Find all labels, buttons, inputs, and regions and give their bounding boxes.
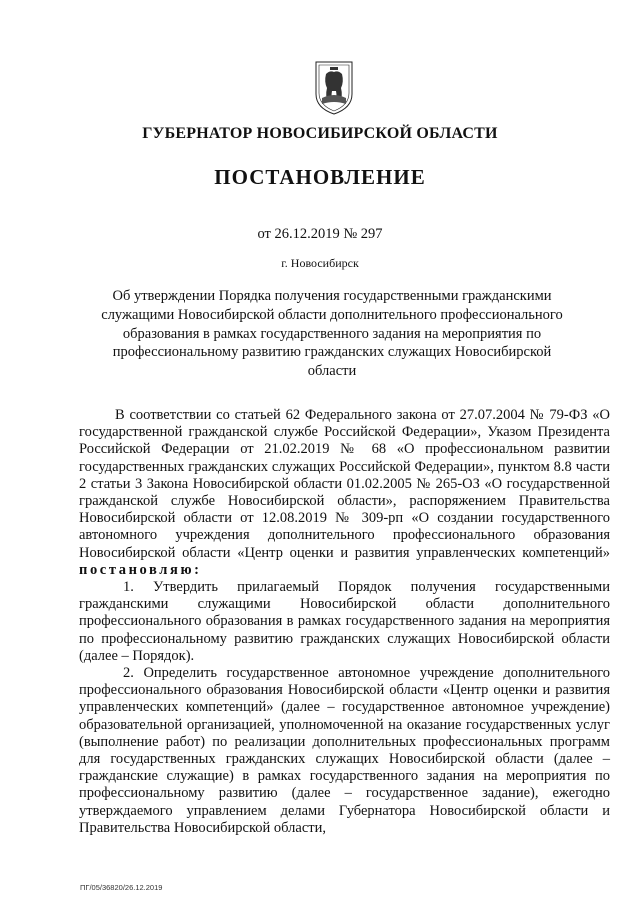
item-2-paragraph: 2. Определить государственное автономное учреждение дополнительного профессионального образования Новосибирской области «Центр оценки и развития управленческих компетенций» (далее – государственное автономное учреждение) образовательной организацией, уполномоченной на оказание государственных услуг (выполнение работ) по реализации дополнительных профессиональных программ для государственных гражданских служащих Новосибирской области (далее – гражданские служащие) в рамках государственного задания на мероприятия по профессиональному развитию (далее – государственное задание), ежегодно утверждаемого управлением делами Губернатора Новосибирской области и Правительства Новосибирской области, [79,665,610,836]
document-code: ПГ/05/36820/26.12.2019 [80,883,163,892]
item-1-paragraph: 1. Утвердить прилагаемый Порядок получения государственными гражданскими служащими Новосибирской области дополнительного профессионального образования в рамках государственного задания на мероприятия по профессиональному развитию гражданских служащих Новосибирской области (далее – Порядок). [79,579,610,664]
preamble-paragraph [79,407,610,579]
issuing-authority: ГУБЕРНАТОР НОВОСИБИРСКОЙ ОБЛАСТИ [142,125,498,142]
document-type: ПОСТАНОВЛЕНИЕ [214,165,426,189]
decree-city: г. Новосибирск [281,256,359,270]
resolve-word: постановляю [79,561,195,578]
decree-date-number: от 26.12.2019 № 297 [257,226,383,242]
resolve-colon: : [194,561,199,578]
decree-subject: Об утверждении Порядка получения государственными гражданскими служащими Новосибирской области дополнительного профессионального образования в рамках государственного задания на мероприятия по профессиональному развитию гражданских служащих Новосибирской области [101,288,563,380]
preamble-text: В соответствии со статьей 62 Федерального закона от 27.07.2004 № 79-ФЗ «О государственной гражданской службе Российской Федерации», Указом Президента Российской Федерации от 21.02.2019 № 68 «О профессиональном развитии государственных гражданских служащих Российской Федерации», пунктом 8.8 части 2 статьи 3 Закона Новосибирской области 01.02.2005 № 265-ОЗ «О государственной гражданской службе Новосибирской области», распоряжением Правительства Новосибирской области от 12.08.2019 № 309-рп «О создании государственного автономного учреждения дополнительного профессионального образования Новосибирской области «Центр оценки и развития управленческих компетенций» [79,407,610,561]
coat-of-arms-emblem [310,58,358,116]
decree-body [79,407,610,837]
